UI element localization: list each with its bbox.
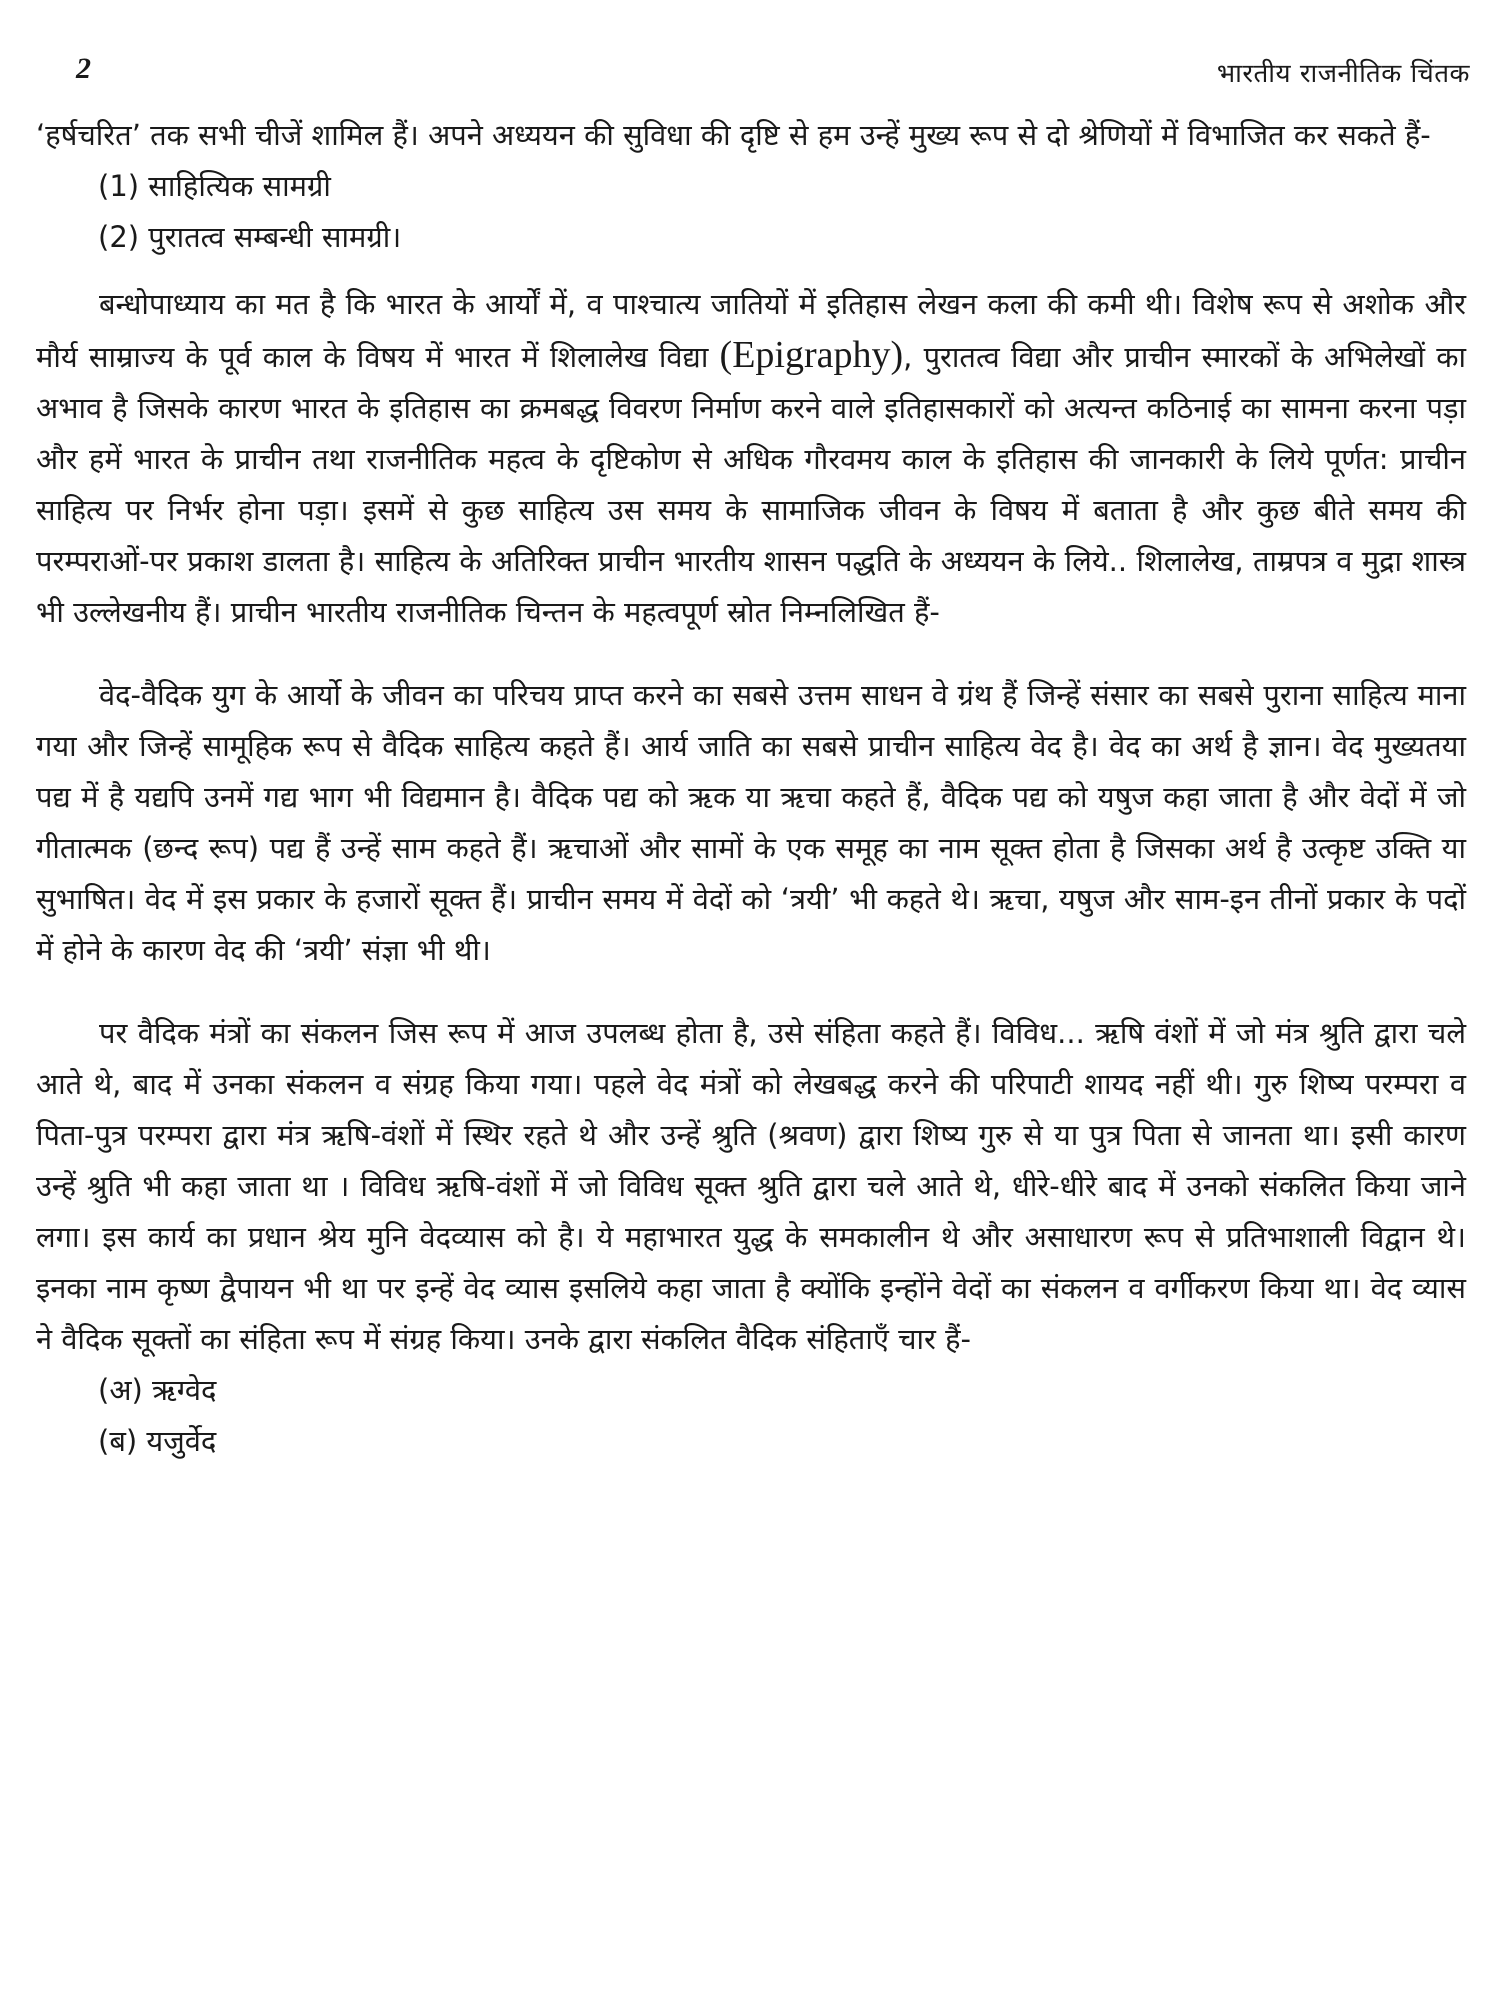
- banerjee-text-end: , पुरातत्व विद्या और प्राचीन स्मारकों के अभिलेखों का अभाव है जिसके कारण भारत के इतिहास का क्रमबद्ध विवरण निर्माण करने वाले इतिहासकारों को अत्यन्त कठिनाई का सामना करना पड़ा और हमें भारत के प्राचीन तथा राजनीतिक महत्व के दृष्टिकोण से अधिक गौरवमय काल के इतिहास की जानकारी के लिये पूर्णत: प्राचीन साहित्य पर निर्भर होना पड़ा। इसमें से कुछ साहित्य उस समय के सामाजिक जीवन के विषय में बताता है और कुछ बीते समय की परम्पराओं-पर प्रकाश डालता है। साहित्य के अतिरिक्त प्राचीन भारतीय शासन पद्धति के अध्ययन के लिये.. शिलालेख, ताम्रपत्र व मुद्रा शास्त्र भी उल्लेखनीय हैं। प्राचीन भारतीय राजनीतिक चिन्तन के महत्वपूर्ण स्रोत निम्नलिखित हैं-: [36, 340, 1466, 629]
- list-item-archaeological-sources: (2) पुरातत्व सम्बन्धी सामग्री।: [98, 220, 402, 254]
- list-item-yajurveda: (ब) यजुर्वेद: [98, 1424, 217, 1458]
- epigraphy-term: (Epigraphy): [719, 334, 904, 376]
- banerjee-text-start: बन्धोपाध्याय का मत है कि भारत के आर्यों में, व पाश्चात्य जातियों में इतिहास लेखन कला की कमी थी। विशेष रूप से अशोक और मौर्य साम्राज्य के पूर्व काल के विषय में भारत में शिलालेख विद्या: [36, 287, 1467, 374]
- list-item-rigveda: (अ) ऋग्वेद: [98, 1373, 217, 1407]
- page-header: [70, 52, 1470, 102]
- intro-paragraph: ‘हर्षचरित’ तक सभी चीजें शामिल हैं। अपने अध्ययन की सुविधा की दृष्टि से हम उन्हें मुख्य रूप से दो श्रेणियों में विभाजित कर सकते हैं-: [36, 118, 1431, 152]
- paragraph-banerjee-opinion: [36, 279, 1466, 638]
- page-body: [36, 110, 1466, 1467]
- page-number: 2: [76, 52, 91, 85]
- paragraph-samhita: पर वैदिक मंत्रों का संकलन जिस रूप में आज उपलब्ध होता है, उसे संहिता कहते हैं। विविध... ऋषि वंशों में जो मंत्र श्रुति द्वारा चले आते थे, बाद में उनका संकलन व संग्रह किया गया। पहले वेद मंत्रों को लेखबद्ध करने की परिपाटी शायद नहीं थी। गुरु शिष्य परम्परा व पिता-पुत्र परम्परा द्वारा मंत्र ऋषि-वंशों में स्थिर रहते थे और उन्हें श्रुति (श्रवण) द्वारा शिष्य गुरु से या पुत्र पिता से जानता था। इसी कारण उन्हें श्रुति भी कहा जाता था । विविध ऋषि-वंशों में जो विविध सूक्त श्रुति द्वारा चले आते थे, धीरे-धीरे बाद में उनको संकलित किया जाने लगा। इस कार्य का प्रधान श्रेय मुनि वेदव्यास को है। ये महाभारत युद्ध के समकालीन थे और असाधारण रूप से प्रतिभाशाली विद्वान थे। इनका नाम कृष्ण द्वैपायन भी था पर इन्हें वेद व्यास इसलिये कहा जाता है क्योंकि इन्होंने वेदों का संकलन व वर्गीकरण किया था। वेद व्यास ने वैदिक सूक्तों का संहिता रूप में संग्रह किया। उनके द्वारा संकलित वैदिक संहिताएँ चार हैं-: [36, 1016, 1466, 1356]
- list-item-literary-sources: (1) साहित्यिक सामग्री: [98, 169, 331, 203]
- paragraph-veda: वेद-वैदिक युग के आर्यो के जीवन का परिचय प्राप्त करने का सबसे उत्तम साधन वे ग्रंथ हैं जिन्हें संसार का सबसे पुराना साहित्य माना गया और जिन्हें सामूहिक रूप से वैदिक साहित्य कहते हैं। आर्य जाति का सबसे प्राचीन साहित्य वेद है। वेद का अर्थ है ज्ञान। वेद मुख्यतया पद्य में है यद्यपि उनमें गद्य भाग भी विद्यमान है। वैदिक पद्य को ऋक या ऋचा कहते हैं, वैदिक पद्य को यषुज कहा जाता है और वेदों में जो गीतात्मक (छन्द रूप) पद्य हैं उन्हें साम कहते हैं। ऋचाओं और सामों के एक समूह का नाम सूक्त होता है जिसका अर्थ है उत्कृष्ट उक्ति या सुभाषित। वेद में इस प्रकार के हजारों सूक्त हैं। प्राचीन समय में वेदों को ‘त्रयी’ भी कहते थे। ऋचा, यषुज और साम-इन तीनों प्रकार के पदों में होने के कारण वेद की ‘त्रयी’ संज्ञा भी थी।: [36, 678, 1467, 967]
- running-title: भारतीय राजनीतिक चिंतक: [1216, 59, 1470, 89]
